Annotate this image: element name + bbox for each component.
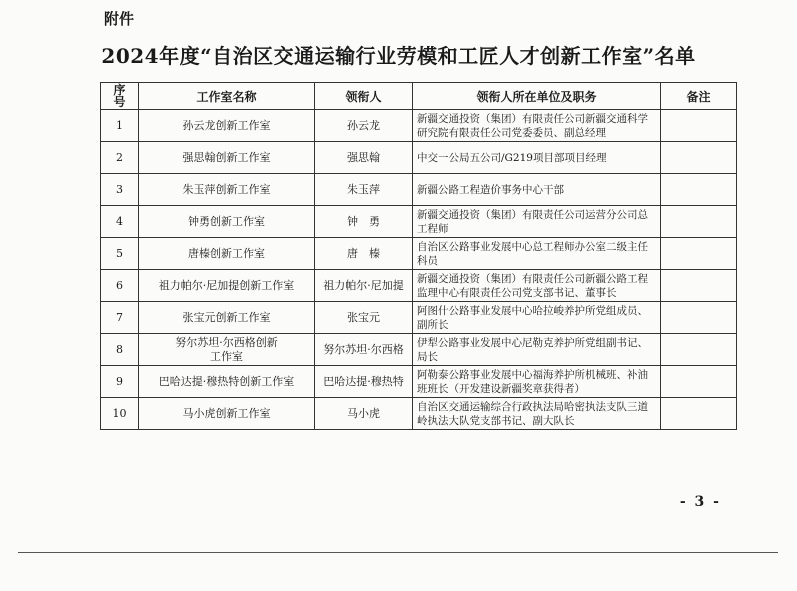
row-number: 7	[101, 302, 139, 334]
leader-name: 朱玉萍	[315, 174, 413, 206]
leader-unit: 阿图什公路事业发展中心哈拉峻养护所党组成员、副所长	[413, 302, 661, 334]
remark-cell	[661, 110, 737, 142]
row-number: 1	[101, 110, 139, 142]
table-row	[101, 366, 737, 398]
leader-unit: 新疆交通投资（集团）有限责任公司新疆交通科学研究院有限责任公司党委委员、副总经理	[413, 110, 661, 142]
leader-name: 祖力帕尔·尼加提	[315, 270, 413, 302]
studio-name: 祖力帕尔·尼加提创新工作室	[139, 270, 315, 302]
table-row	[101, 110, 737, 142]
header-seq	[101, 83, 139, 110]
remark-cell	[661, 270, 737, 302]
leader-name: 唐 榛	[315, 238, 413, 270]
studio-name: 朱玉萍创新工作室	[139, 174, 315, 206]
leader-unit: 新疆交通投资（集团）有限责任公司新疆公路工程监理中心有限责任公司党支部书记、董事长	[413, 270, 661, 302]
row-number: 4	[101, 206, 139, 238]
studio-name: 强思翰创新工作室	[139, 142, 315, 174]
leader-unit: 伊犁公路事业发展中心尼勒克养护所党组副书记、局长	[413, 334, 661, 366]
studio-name: 张宝元创新工作室	[139, 302, 315, 334]
studio-name: 钟勇创新工作室	[139, 206, 315, 238]
studio-name	[139, 334, 315, 366]
leader-name: 张宝元	[315, 302, 413, 334]
remark-cell	[661, 334, 737, 366]
leader-name: 巴哈达提·穆热特	[315, 366, 413, 398]
table-header-row	[101, 83, 737, 110]
header-unit: 领衔人所在单位及职务	[413, 83, 661, 110]
remark-cell	[661, 398, 737, 430]
remark-cell	[661, 302, 737, 334]
leader-unit: 自治区公路事业发展中心总工程师办公室二级主任科员	[413, 238, 661, 270]
table-row	[101, 238, 737, 270]
row-number: 3	[101, 174, 139, 206]
row-number: 2	[101, 142, 139, 174]
studio-name-line1: 努尔苏坦·尔西格创新	[175, 335, 278, 349]
document-title: 2024年度“自治区交通运输行业劳模和工匠人才创新工作室”名单	[101, 44, 696, 68]
leader-name: 强思翰	[315, 142, 413, 174]
leader-unit: 阿勒泰公路事业发展中心福海养护所机械班、补油班班长（开发建设新疆奖章获得者）	[413, 366, 661, 398]
leader-name: 钟 勇	[315, 206, 413, 238]
table-row	[101, 174, 737, 206]
table-row	[101, 270, 737, 302]
studio-name-line2: 工作室	[210, 349, 243, 363]
header-studio: 工作室名称	[139, 83, 315, 110]
row-number: 5	[101, 238, 139, 270]
leader-unit: 中交一公局五公司/G219项目部项目经理	[413, 142, 661, 174]
remark-cell	[661, 142, 737, 174]
studio-name: 孙云龙创新工作室	[139, 110, 315, 142]
studio-roster-table	[100, 82, 737, 430]
header-seq-line1: 序	[113, 83, 126, 97]
header-seq-line2: 号	[113, 95, 126, 109]
studio-name: 马小虎创新工作室	[139, 398, 315, 430]
leader-unit: 新疆公路工程造价事务中心干部	[413, 174, 661, 206]
row-number: 8	[101, 334, 139, 366]
leader-name: 孙云龙	[315, 110, 413, 142]
leader-unit: 新疆交通投资（集团）有限责任公司运营分公司总工程师	[413, 206, 661, 238]
scan-edge-divider	[18, 552, 778, 553]
remark-cell	[661, 174, 737, 206]
studio-name: 唐榛创新工作室	[139, 238, 315, 270]
remark-cell	[661, 238, 737, 270]
row-number: 9	[101, 366, 139, 398]
table-row	[101, 334, 737, 366]
studio-name: 巴哈达提·穆热特创新工作室	[139, 366, 315, 398]
remark-cell	[661, 366, 737, 398]
table-row	[101, 206, 737, 238]
row-number: 10	[101, 398, 139, 430]
leader-name: 努尔苏坦·尔西格	[315, 334, 413, 366]
page-number: - 3 -	[679, 494, 721, 510]
table-row	[101, 302, 737, 334]
remark-cell	[661, 206, 737, 238]
leader-unit: 自治区交通运输综合行政执法局哈密执法支队三道岭执法大队党支部书记、副大队长	[413, 398, 661, 430]
header-remark: 备注	[661, 83, 737, 110]
leader-name: 马小虎	[315, 398, 413, 430]
header-leader: 领衔人	[315, 83, 413, 110]
table-row	[101, 142, 737, 174]
table-row	[101, 398, 737, 430]
row-number: 6	[101, 270, 139, 302]
attachment-label: 附件	[104, 10, 135, 28]
